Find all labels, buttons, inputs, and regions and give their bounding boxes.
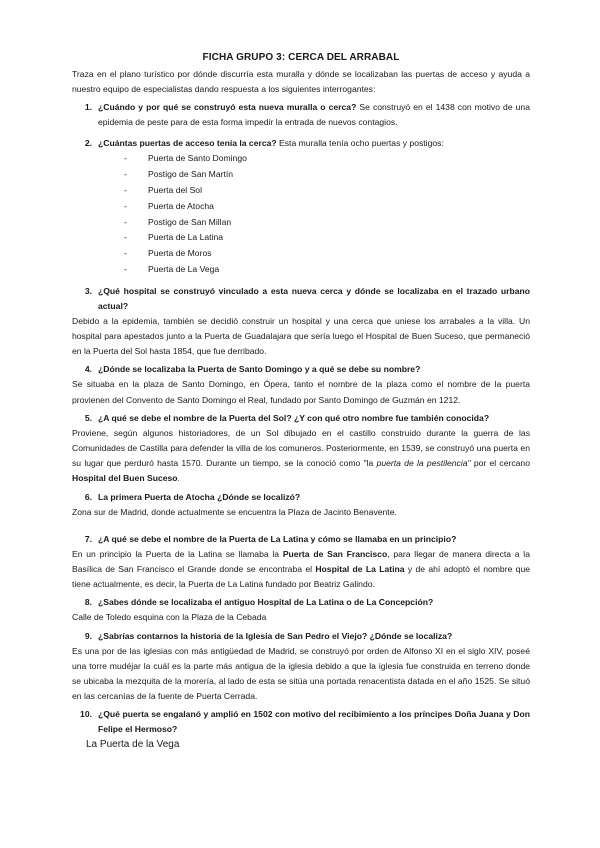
question-2-prompt: ¿Cuántas puertas de acceso tenía la cerca? xyxy=(98,138,277,149)
question-10-answer: La Puerta de la Vega xyxy=(86,739,180,751)
question-2-answer: Esta muralla tenía ocho puertas y postigos: xyxy=(276,138,444,149)
list-item: - Postigo de San Millan xyxy=(124,215,530,231)
question-6-answer: Zona sur de Madrid, donde actualmente se encuentra la Plaza de Jacinto Benavente. xyxy=(72,506,397,517)
list-item: - Puerta de La Vega xyxy=(124,262,530,278)
answer-text: y de ahí adoptó el nombre que tiene actualmente, es decir, la Puerta de La Latina fundado por Beatriz Galindo. xyxy=(72,564,531,590)
answer-text: por el cercano xyxy=(470,458,530,469)
question-number: 8. xyxy=(84,597,92,608)
question-1-prompt: ¿Cuándo y por qué se construyó esta nueva muralla o cerca? xyxy=(98,102,357,113)
question-1-answer: Se construyó en el 1438 con motivo de una epidemia de peste para de esta forma impedir la entrada de nuevos contagios. xyxy=(98,102,530,128)
question-2 xyxy=(72,136,530,151)
answer-bold-text: Puerta de San Francisco xyxy=(282,548,388,559)
answer-text: , para llegar de manera directa a la Basílica de San Francisco el Grande donde se encontraba el xyxy=(72,548,530,575)
question-number: 7. xyxy=(84,533,92,544)
question-number: 3. xyxy=(84,285,92,296)
question-10 xyxy=(72,707,530,737)
list-item: - Puerta de Atocha xyxy=(124,199,530,215)
question-3-answer: Debido a la epidemia, también se decidió construir un hospital y una cerca que uniese los arrabales a la villa. Un hospital para apestados junto a la Puerta de Guadalajara que sería luego el Hospital de Buen Suceso, que permaneció en la Puerta del Sol hasta 1854, que fue derribado. xyxy=(72,315,530,357)
worksheet-page xyxy=(72,52,530,753)
question-6-prompt: La primera Puerta de Atocha ¿Dónde se localizó? xyxy=(98,491,301,502)
question-7 xyxy=(72,532,530,547)
question-4-answer: Se situaba en la plaza de Santo Domingo, en Ópera, tanto el nombre de la plaza como el nombre de la puerta provienen del Convento de Santo Domingo el Real, fundado por Santo Domingo de Guzmán en 1212. xyxy=(72,379,530,405)
question-1 xyxy=(72,100,530,130)
question-5-prompt: ¿A qué se debe el nombre de la Puerta del Sol? ¿Y con qué otro nombre fue también conocida? xyxy=(98,412,490,423)
answer-text: . xyxy=(177,473,180,484)
question-5 xyxy=(72,411,530,426)
answer-text: Proviene, según algunos historiadores, de un Sol dibujado en el castillo construido durante la guerra de las Comunidades de Castilla para defender la villa de los comuneros. Posteriormente, en 1539, se construyó una puerta en su lugar que perduró hasta 1570. Durante un tiempo, se la conoció como "la xyxy=(72,427,530,469)
question-7-answer xyxy=(72,547,530,593)
question-4 xyxy=(72,362,530,377)
question-5-answer xyxy=(72,426,530,487)
question-4-prompt: ¿Dónde se localizaba la Puerta de Santo Domingo y a qué se debe su nombre? xyxy=(98,364,421,375)
question-9-prompt: ¿Sabrías contarnos la historia de la Iglesia de San Pedro el Viejo? ¿Dónde se localiza? xyxy=(98,630,453,641)
answer-italic-text: puerta de la pestilencia" xyxy=(376,458,471,469)
question-9-answer: Es una por de las iglesias con más antigüedad de Madrid, se construyó por orden de Alfonso XI en el siglo XIV, poseé una torre mudéjar la cuál es la parte más antigua de la iglesia debido a que la iglesia fue construida en terreno donde se ubicaba la mezquita de la morería, al lado de esta se sitúa una portada renacentista datada en el año 1525. Se situó en las cercanías de la fuente de Puerta Cerrada. xyxy=(72,645,530,702)
list-item: - Postigo de San Martín xyxy=(124,167,530,183)
question-9 xyxy=(72,629,530,644)
gate-list xyxy=(72,151,530,277)
question-8 xyxy=(72,595,530,610)
question-number: 4. xyxy=(84,364,92,375)
answer-bold-text: Hospital de La Latina xyxy=(315,564,405,575)
question-number: 10. xyxy=(80,709,92,720)
page-title: FICHA GRUPO 3: CERCA DEL ARRABAL xyxy=(202,52,400,63)
question-3-prompt: ¿Qué hospital se construyó vinculado a esta nueva cerca y dónde se localizaba en el trazado urbano actual? xyxy=(98,285,530,311)
question-number: 5. xyxy=(84,412,92,423)
question-8-prompt: ¿Sabes dónde se localizaba el antiguo Hospital de La Latina o de La Concepción? xyxy=(98,597,434,608)
list-item: - Puerta de Moros xyxy=(124,246,530,262)
question-number: 6. xyxy=(84,491,92,502)
question-number: 9. xyxy=(84,630,92,641)
question-number: 1. xyxy=(84,102,92,113)
question-number: 2. xyxy=(84,138,92,149)
list-item: - Puerta de Santo Domingo xyxy=(124,151,530,167)
list-item: - Puerta del Sol xyxy=(124,183,530,199)
list-item: - Puerta de La Latina xyxy=(124,230,530,246)
question-10-prompt: ¿Qué puerta se engalanó y amplió en 1502 con motivo del recibimiento a los príncipes Doña Juana y Don Felipe el Hermoso? xyxy=(98,709,530,735)
intro-text: Traza en el plano turístico por dónde discurría esta muralla y dónde se localizaban las puertas de acceso y ayuda a nuestro equipo de especialistas dando respuesta a los siguientes interrogantes: xyxy=(72,69,530,95)
question-3 xyxy=(72,284,530,314)
question-text xyxy=(98,136,530,151)
question-7-prompt: ¿A qué se debe el nombre de la Puerta de La Latina y cómo se llamaba en un principio? xyxy=(98,533,457,544)
answer-bold-text: Hospital del Buen Suceso xyxy=(72,473,178,484)
answer-text: En un principio la Puerta de la Latina se llamaba la xyxy=(72,548,283,559)
question-text xyxy=(98,100,530,130)
question-8-answer: Calle de Toledo esquina con la Plaza de la Cebada xyxy=(72,612,267,623)
question-6 xyxy=(72,490,530,505)
